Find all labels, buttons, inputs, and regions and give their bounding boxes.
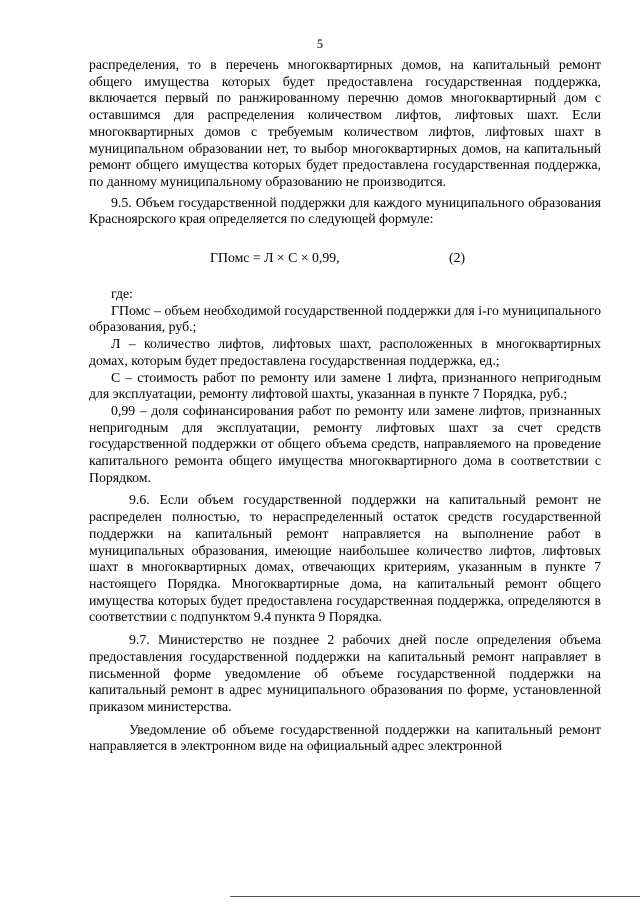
- where-label: где:: [111, 286, 133, 302]
- page-number: 5: [316, 37, 324, 51]
- paragraph-notification: Уведомление об объеме государственной поддержки на капитальный ремонт направляется в электронном виде на официальный адрес электронной: [89, 721, 601, 754]
- paragraph-9-5: 9.5. Объем государственной поддержки для каждого муниципального образования Красноярского края определяется по следующей формуле:: [89, 194, 601, 227]
- formula-block: [89, 236, 601, 282]
- paragraph-9-6: 9.6. Если объем государственной поддержки на капитальный ремонт не распределен полностью, то нераспределенный остаток средств государственной поддержки на капитальный ремонт направляется на выполнение работ в муниципальных образования, имеющие наибольшее количество лифтов, лифтовых шахт в многоквартирных домах, отвечающих критериям, указанным в пункте 7 настоящего Порядка. Многоквартирные дома, на капитальный ремонт общего имущества которых будет предоставлена государственная поддержка, определяются в соответствии с подпунктом 9.4 пункта 9 Порядка.: [89, 492, 601, 625]
- definition-gpoms: ГПомс – объем необходимой государственной поддержки для i-го муниципального образования, руб.;: [89, 302, 601, 335]
- paragraph-continuation: распределения, то в перечень многоквартирных домов, на капитальный ремонт общего имущества которых будет предоставлена государственная поддержка, включается первый по ранжированному перечню домов многоквартирный дом с оставшимся для распределения количеством лифтов, лифтовых шахт. Если многоквартирных домов с требуемым количеством лифтов, лифтовых шахт в муниципальном образовании нет, то выбор многоквартирных домов, на капитальный ремонт общего имущества которых будет предоставлена государственная поддержка, по данному муниципальному образованию не производится.: [89, 57, 601, 189]
- bottom-rule: [230, 896, 640, 897]
- definition-coefficient: 0,99 – доля софинансирования работ по ремонту или замене лифтов, признанных непригодным для эксплуатации, ремонту лифтовых шахт за счет средств государственной поддержки от общего объема средств, направляемого на проведение капитального ремонта общего имущества многоквартирного дома в соответствии с Порядком.: [89, 402, 601, 485]
- formula-number: (2): [449, 250, 466, 266]
- paragraph-9-7: 9.7. Министерство не позднее 2 рабочих дней после определения объема предоставления государственной поддержки на капитальный ремонт направляет в письменной форме уведомление об объеме государственной поддержки на капитальный ремонт в адрес муниципального образования по форме, установленной приказом министерства.: [89, 632, 601, 714]
- definition-c: С – стоимость работ по ремонту или замене 1 лифта, признанного непригодным для эксплуатации, ремонту лифтовой шахты, указанная в пункте 7 Порядка, руб.;: [89, 369, 601, 402]
- definition-l: Л – количество лифтов, лифтовых шахт, расположенных в многоквартирных домах, которым будет предоставлена государственная поддержка, ед.;: [89, 336, 601, 368]
- formula-expression: ГПомс = Л × С × 0,99,: [210, 250, 340, 266]
- document-body: [89, 57, 601, 755]
